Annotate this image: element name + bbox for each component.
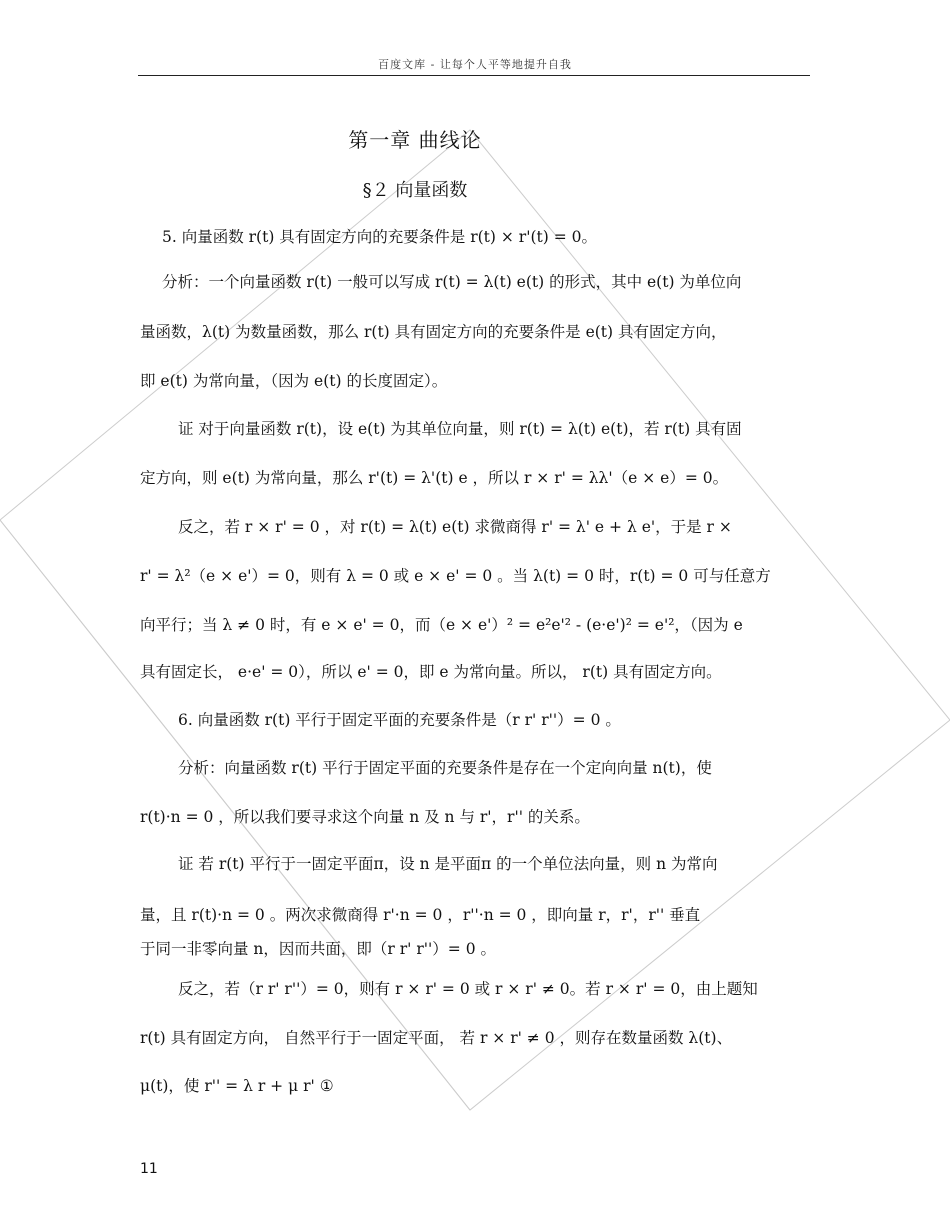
text-line: μ(t)，使 r'' = λ r + μ r' ① (140, 1077, 334, 1095)
text-line: r(t)·n = 0 ，所以我们要寻求这个向量 n 及 n 与 r'，r'' 的关系。 (140, 808, 590, 826)
text-line: 反之，若 r × r' = 0 ，对 r(t) = λ(t) e(t) 求微商得 r' = λ' e + λ e'，于是 r × (178, 518, 732, 536)
text-line: 于同一非零向量 n，因而共面，即（r r' r''）= 0 。 (140, 940, 496, 958)
text-line: 6. 向量函数 r(t) 平行于固定平面的充要条件是（r r' r''）= 0 。 (178, 711, 621, 729)
text-line: 5. 向量函数 r(t) 具有固定方向的充要条件是 r(t) × r'(t) = 0。 (162, 228, 598, 246)
text-line: 证 若 r(t) 平行于一固定平面π，设 n 是平面π 的一个单位法向量，则 n 为常向 (178, 855, 718, 873)
text-line: 分析：向量函数 r(t) 平行于固定平面的充要条件是存在一个定向向量 n(t)，使 (178, 759, 712, 777)
section-title: §２ 向量函数 (362, 180, 468, 201)
text-line: 分析：一个向量函数 r(t) 一般可以写成 r(t) = λ(t) e(t) 的形式，其中 e(t) 为单位向 (162, 273, 742, 291)
text-line: 定方向，则 e(t) 为常向量，那么 r'(t) = λ'(t) e ，所以 r × r' = λλ'（e × e）= 0。 (140, 469, 729, 487)
text-line: r(t) 具有固定方向， 自然平行于一固定平面， 若 r × r' ≠ 0 ，则存在数量函数 λ(t)、 (140, 1029, 733, 1047)
text-line: 即 e(t) 为常向量，（因为 e(t) 的长度固定）。 (140, 372, 448, 390)
text-line: 量函数，λ(t) 为数量函数，那么 r(t) 具有固定方向的充要条件是 e(t) 具有固定方向， (140, 323, 727, 341)
header-rule (138, 75, 810, 76)
chapter-title: 第一章 曲线论 (348, 128, 482, 152)
text-line: r' = λ²（e × e'）= 0，则有 λ = 0 或 e × e' = 0 。当 λ(t) = 0 时，r(t) = 0 可与任意方 (140, 567, 771, 585)
text-line: 向平行；当 λ ≠ 0 时，有 e × e' = 0，而（e × e'）² = e²e'² - (e·e')² = e'²，（因为 e (140, 616, 743, 634)
text-line: 量，且 r(t)·n = 0 。两次求微商得 r'·n = 0 ，r''·n = 0 ，即向量 r，r'，r'' 垂直 (140, 906, 701, 924)
page-number: 11 (140, 1161, 158, 1177)
page-header: 百度文库 - 让每个人平等地提升自我 (378, 58, 572, 71)
text-line: 具有固定长， e·e' = 0），所以 e' = 0，即 e 为常向量。所以， r(t) 具有固定方向。 (140, 663, 722, 681)
text-line: 反之，若（r r' r''）= 0，则有 r × r' = 0 或 r × r' ≠ 0。若 r × r' = 0，由上题知 (178, 980, 758, 998)
text-line: 证 对于向量函数 r(t)，设 e(t) 为其单位向量，则 r(t) = λ(t) e(t)，若 r(t) 具有固 (178, 420, 742, 438)
